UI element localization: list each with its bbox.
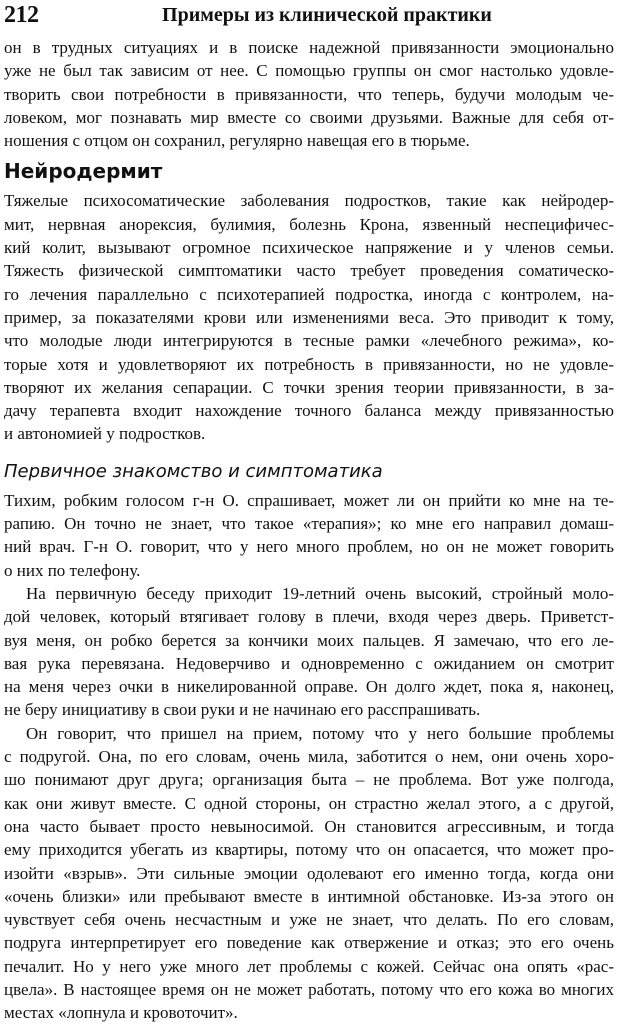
text-line: На первичную беседу приходит 19-летний очень высокий, стройный моло- — [26, 583, 614, 603]
text-line: «очень близки» или пребывают вместе в интимной обстановке. Из-за этого он — [4, 886, 614, 906]
text-line: Он говорит, что пришел на прием, потому что у него большие проблемы — [26, 723, 614, 743]
text-line: го лечения параллельно с психотерапией подростка, иногда с контролем, на- — [4, 284, 614, 304]
body-paragraph-1 — [4, 489, 614, 582]
text-line: местах «лопнула и кровоточит». — [4, 1003, 238, 1023]
text-line: рапию. Он точно не знает, что такое «терапия»; ко мне его направил домаш- — [4, 514, 614, 534]
book-page — [4, 0, 614, 1025]
text-line: вая рука перевязана. Недоверчиво и одновременно с ожиданием он смотрит — [4, 653, 614, 673]
text-line: чувствует себя очень несчастным и уже не знает, что делать. По его словам, — [4, 910, 614, 930]
running-title: Примеры из клинической практики — [162, 4, 492, 26]
text-line: что молодые люди интегрируются в тесные рамки «лечебного режима», ко- — [4, 331, 614, 351]
section-heading: Нейродермит — [4, 159, 163, 184]
text-line: творить свои потребности в привязанности, что теперь, будучи молодым че- — [4, 84, 614, 104]
text-line: мит, нервная анорексия, булимия, болезнь Крона, язвенный неспецифичес- — [4, 214, 614, 234]
text-line: творяют их желания сепарации. С точки зрения теории привязанности, в за- — [4, 377, 614, 397]
page-number: 212 — [4, 2, 39, 28]
text-line: уже не был так зависим от нее. С помощью группы он смог настолько удовле- — [4, 61, 614, 81]
text-line: вуя меня, он робко берется за кончики моих пальцев. Я замечаю, что его ле- — [4, 630, 614, 650]
running-head — [4, 0, 614, 30]
subsection-heading: Первичное знакомство и симптоматика — [4, 460, 383, 482]
body-paragraph-2 — [4, 582, 614, 722]
text-line: она часто бывает просто невыносимой. Он становится агрессивным, и тогда — [4, 816, 614, 836]
text-line: не беру инициативу в свои руки и не начинаю его расспрашивать. — [4, 700, 481, 720]
text-line: дачу терапевта входит нахождение точного баланса между привязанностью — [4, 401, 614, 421]
text-line: и автономией у подростков. — [4, 424, 206, 444]
text-line: Тяжесть физической симптоматики часто требует проведения соматическо- — [4, 261, 614, 281]
section-paragraph — [4, 189, 614, 445]
text-line: ему приходится убегать из квартиры, потому что он опасается, что может про- — [4, 840, 614, 860]
text-line: он в трудных ситуациях и в поиске надежной привязанности эмоционально — [4, 38, 614, 57]
text-line: дой человек, который втягивает голову в плечи, входя через дверь. Приветст- — [4, 607, 614, 627]
intro-paragraph — [4, 36, 614, 152]
text-line: подруга интерпретирует его поведение как отвержение и отказ; это его очень — [4, 933, 614, 953]
text-line: как они живут вместе. С одной стороны, он страстно желал этого, а с другой, — [4, 793, 614, 813]
text-line: ношения с отцом он сохранил, регулярно навещая его в тюрьме. — [4, 131, 470, 151]
text-line: о них по телефону. — [4, 560, 141, 580]
text-line: на меня через очки в никелированной оправе. Он долго ждет, пока я, наконец, — [4, 677, 614, 697]
body-paragraph-3 — [4, 722, 614, 1025]
text-line: ловеком, мог познавать мир вместе со своими друзьями. Важные для себя от- — [4, 107, 614, 127]
text-line: торые хотя и удовлетворяют их потребность в привязанности, но не удовле- — [4, 354, 614, 374]
text-line: Тяжелые психосоматические заболевания подростков, такие как нейродер- — [4, 191, 614, 211]
text-line: цвела». В настоящее время он не может работать, потому что его кожа во многих — [4, 979, 614, 999]
text-line: Тихим, робким голосом г-н О. спрашивает, может ли он прийти ко мне на те- — [4, 490, 614, 510]
text-line: с подругой. Она, по его словам, очень мила, заботится о нем, они очень хоро- — [4, 747, 614, 767]
text-line: печалит. Но у него уже много лет проблемы с кожей. Сейчас она опять «рас- — [4, 956, 614, 976]
text-line: шо понимают друг друга; организация быта – не проблема. Вот уже полгода, — [4, 770, 614, 790]
text-line: пример, за показателями крови или изменениями веса. Это приводит к тому, — [4, 307, 614, 327]
text-line: изойти «взрыв». Эти сильные эмоции одолевают его именно тогда, когда они — [4, 863, 614, 883]
text-line: кий колит, вызывают огромное психическое напряжение и у членов семьи. — [4, 238, 614, 258]
text-line: ний врач. Г-н О. говорит, что у него много проблем, но он не может говорить — [4, 537, 614, 557]
